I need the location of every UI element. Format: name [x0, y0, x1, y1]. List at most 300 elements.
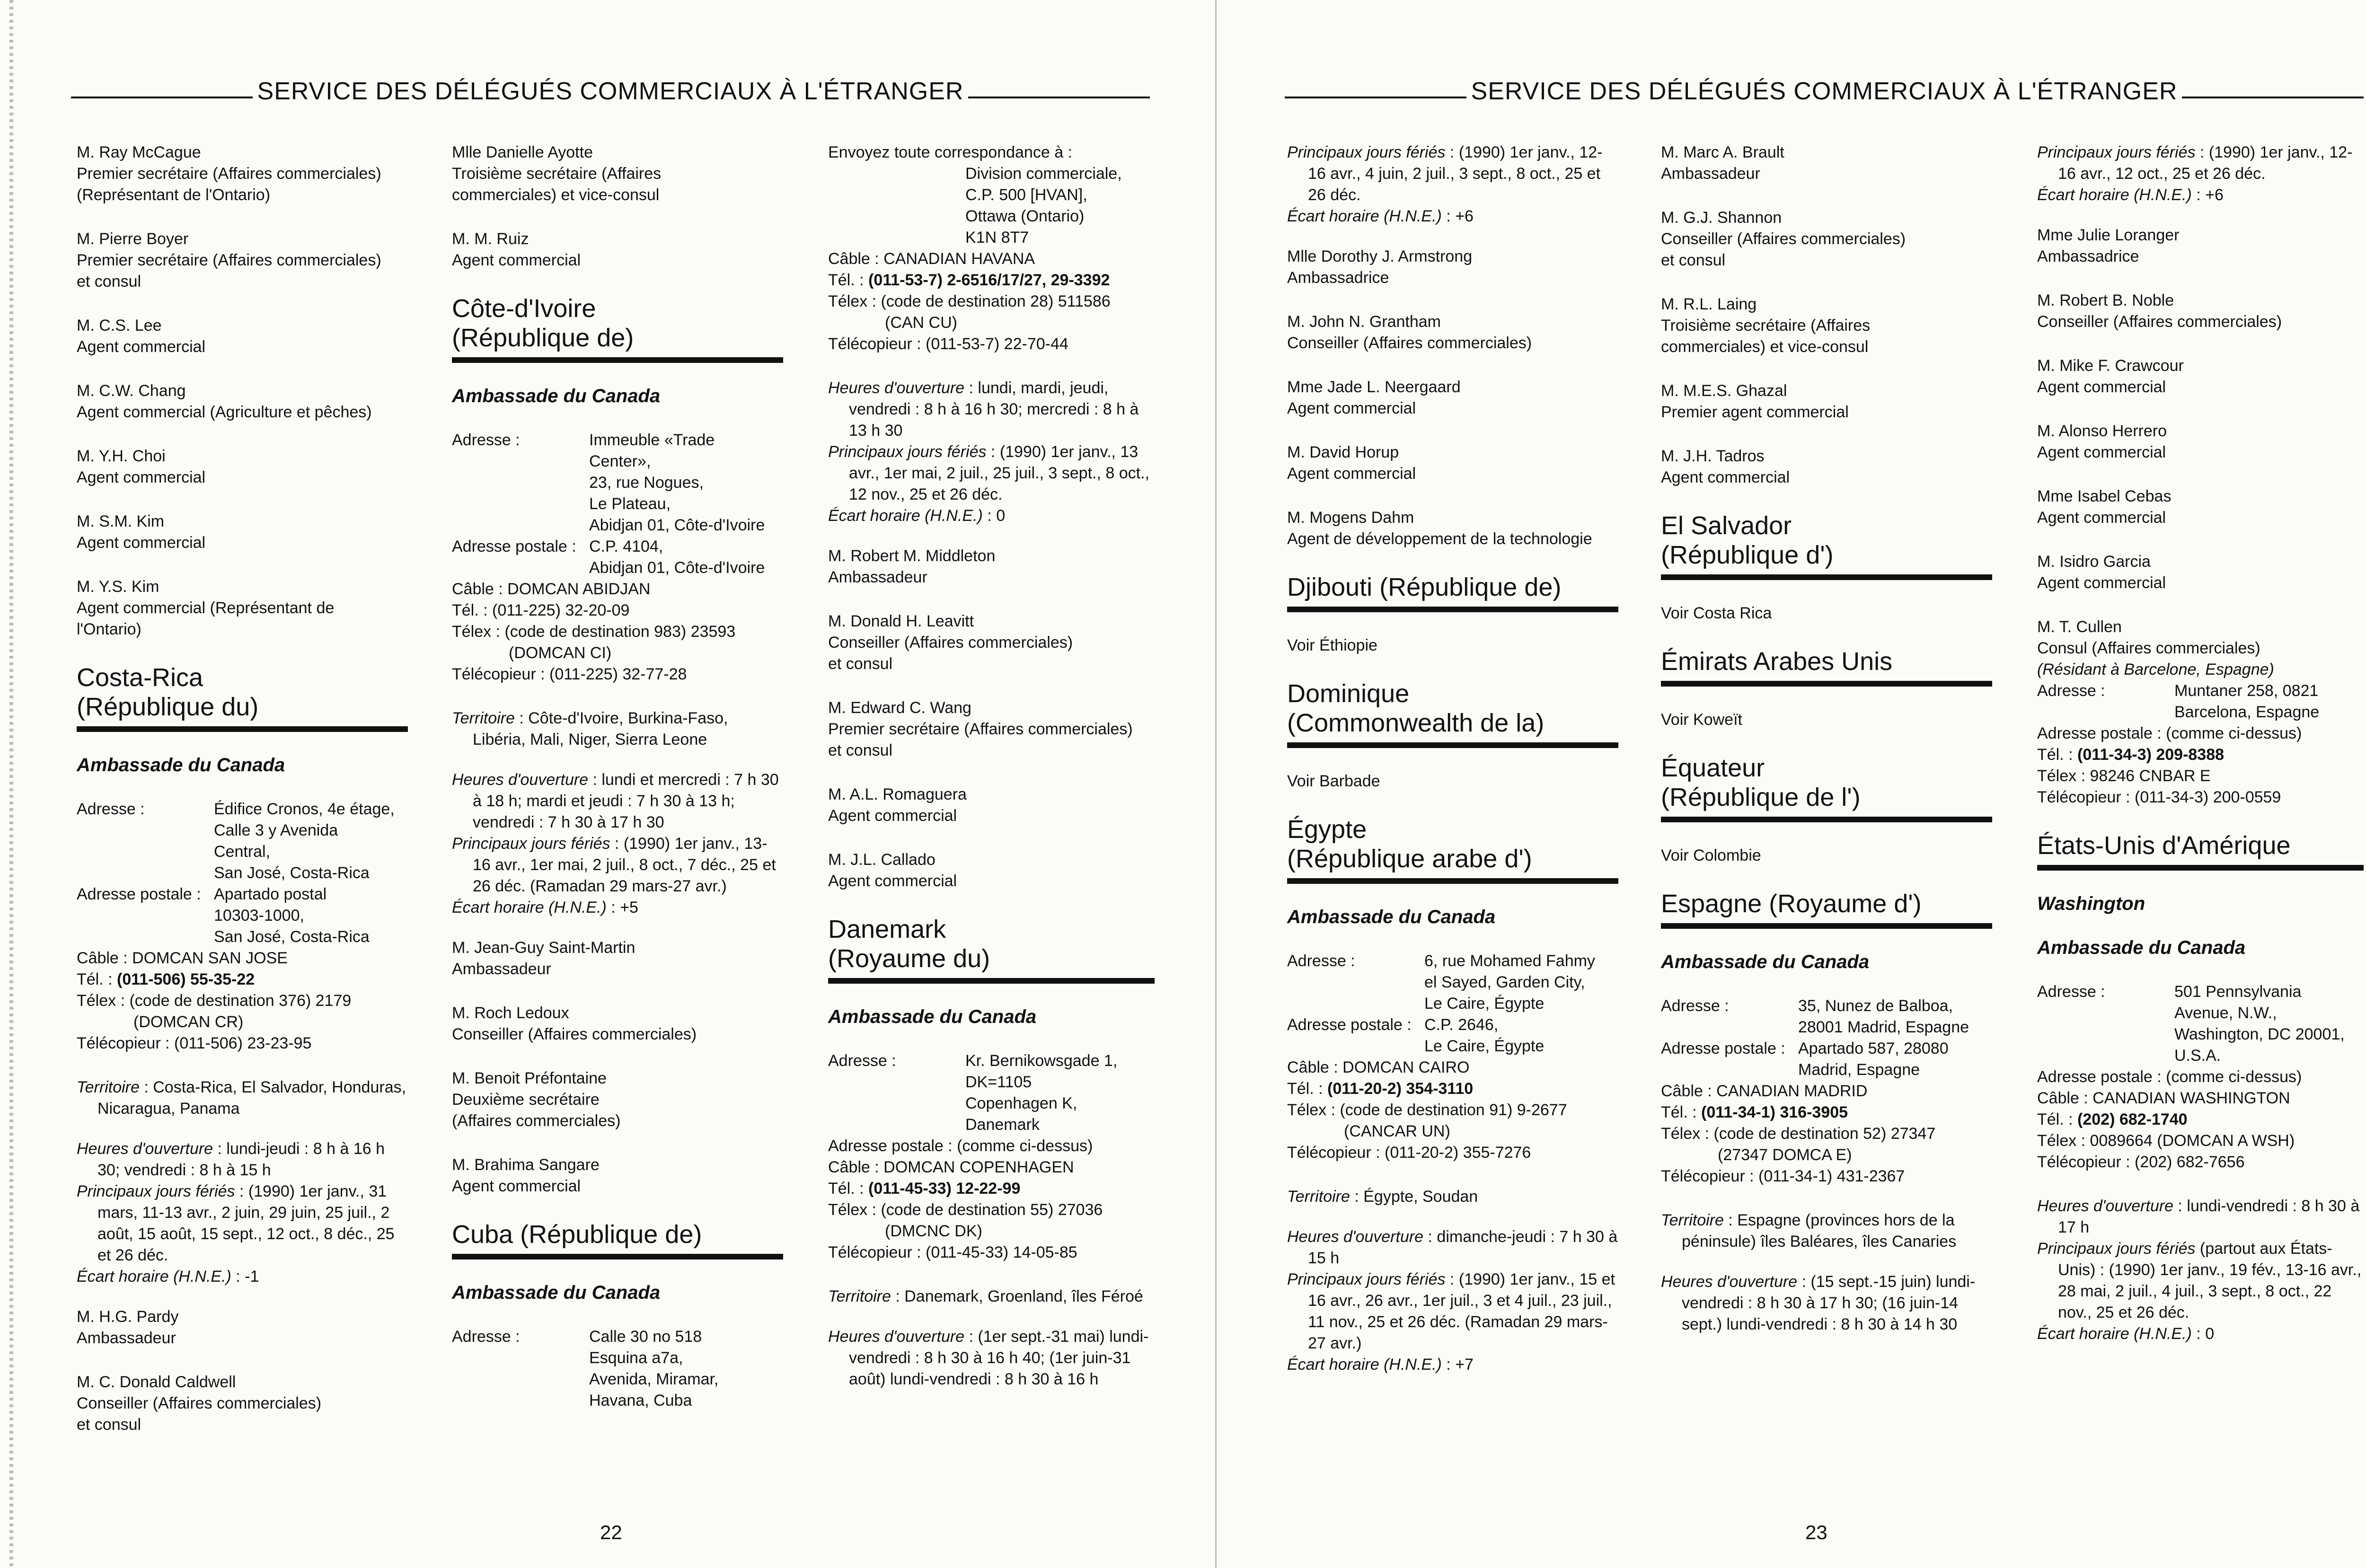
address-label: Adresse postale : — [77, 885, 201, 903]
contact-text: Télécopieur : (011-225) 32-77-28 — [452, 665, 687, 683]
entry-line: M. Ray McCague — [77, 143, 201, 161]
info-label: Territoire — [452, 709, 515, 727]
entry-line: Conseiller (Affaires commerciales) — [452, 1025, 697, 1043]
info-line — [77, 1138, 408, 1181]
info-line — [1661, 1210, 1992, 1252]
entry-line: et consul — [77, 1416, 141, 1434]
staff-entry — [77, 511, 408, 554]
info-paragraph — [1661, 1210, 1992, 1252]
staff-entry — [452, 1154, 783, 1197]
contact-text: Adresse postale : (comme ci-dessus) — [2037, 1068, 2302, 1086]
address-line: 10303-1000, — [214, 907, 304, 925]
contact-block — [452, 430, 783, 685]
contact-line — [452, 579, 783, 600]
entry-line: Agent commercial — [77, 468, 206, 486]
country-heading — [828, 915, 1155, 984]
address-line: C.P. 2646, — [1424, 1016, 1499, 1034]
address-line: Apartado 587, 28080 — [1798, 1039, 1949, 1057]
contact-text: Consul (Affaires commerciales) — [2037, 639, 2260, 657]
contact-text: Tél. : (011-225) 32-20-09 — [452, 601, 630, 619]
contact-text: (011-34-3) 209-8388 — [2077, 746, 2225, 764]
entry-line: commerciales) et vice-consul — [452, 186, 660, 204]
info-line — [2037, 142, 2364, 185]
entry-line: Ambassadeur — [452, 960, 551, 978]
staff-entry — [77, 315, 408, 358]
info-label: Principaux jours fériés — [1287, 1270, 1446, 1288]
contact-text: C.P. 500 [HVAN], — [965, 186, 1087, 204]
office-subheading: Ambassade du Canada — [2037, 937, 2246, 958]
entry-line: M. Isidro Garcia — [2037, 553, 2151, 571]
address-line: Abidjan 01, Côte-d'Ivoire — [589, 559, 765, 577]
contact-line — [1661, 1102, 1992, 1123]
contact-line — [1287, 1057, 1618, 1078]
contact-text: M. T. Cullen — [2037, 618, 2122, 636]
info-line — [2037, 1196, 2364, 1238]
country-heading — [1661, 753, 1992, 822]
entry-line: Conseiller (Affaires commerciales) — [828, 634, 1073, 652]
address-line: Immeuble «Trade — [589, 431, 715, 449]
contact-line — [1661, 1081, 1992, 1102]
country-heading-line: (République d') — [1661, 541, 1834, 569]
contact-text: Télécopieur : (011-53-7) 22-70-44 — [828, 335, 1068, 353]
entry-line: M. Mike F. Crawcour — [2037, 357, 2184, 375]
contact-text: Télécopieur : (011-506) 23-23-95 — [77, 1034, 312, 1052]
address-line: 28001 Madrid, Espagne — [1798, 1018, 1969, 1036]
contact-block — [1661, 995, 1992, 1187]
contact-text: Télex : 98246 CNBAR E — [2037, 767, 2211, 785]
info-label: Heures d'ouverture — [452, 771, 589, 789]
see-reference: Voir Costa Rica — [1661, 604, 1772, 622]
info-label: Principaux jours fériés — [77, 1182, 235, 1200]
contact-text: Câble : DOMCAN CAIRO — [1287, 1058, 1470, 1076]
info-text: : +7 — [1441, 1356, 1474, 1374]
contact-text: Télex : (code de destination 52) 27347 — [1661, 1125, 1936, 1143]
info-text: : +6 — [2191, 186, 2224, 204]
staff-entry — [77, 1306, 408, 1349]
contact-text: Câble : CANADIAN WASHINGTON — [2037, 1089, 2290, 1107]
info-paragraph — [1287, 1226, 1618, 1375]
address-row — [1287, 1014, 1618, 1057]
entry-line: Premier secrétaire (Affaires commerciales) — [77, 251, 381, 269]
see-reference: Voir Éthiopie — [1287, 636, 1377, 654]
staff-entry — [1287, 246, 1618, 289]
country-heading — [1661, 647, 1992, 687]
info-text: : (1990) 1er janv., 12-16 avr., 12 oct., 25 et 26 déc. — [2058, 143, 2353, 183]
country-heading-line: (République du) — [77, 693, 259, 721]
entry-line: Agent de développement de la technologie — [1287, 530, 1592, 548]
page-number: 22 — [600, 1521, 622, 1543]
entry-line: Mlle Dorothy J. Armstrong — [1287, 247, 1473, 265]
phone-label: Tél. : — [2037, 746, 2078, 764]
entry-line: M. Edward C. Wang — [828, 699, 971, 717]
address-label: Adresse : — [1287, 952, 1355, 970]
entry-line: Agent commercial — [828, 807, 957, 825]
entry-line: Premier secrétaire (Affaires commerciales) — [828, 720, 1133, 738]
entry-line: Conseiller (Affaires commerciales) — [1287, 334, 1532, 352]
info-label: Écart horaire (H.N.E.) — [1287, 1356, 1442, 1374]
info-label: Heures d'ouverture — [828, 379, 965, 397]
info-paragraph — [828, 378, 1155, 527]
contact-text: Adresse postale : (comme ci-dessus) — [2037, 724, 2302, 742]
address-line: Avenue, N.W., — [2174, 1004, 2277, 1022]
entry-line: Agent commercial — [2037, 574, 2166, 592]
country-heading — [452, 294, 783, 363]
info-line — [452, 708, 783, 750]
contact-line — [828, 291, 1155, 312]
address-label: Adresse : — [77, 800, 145, 818]
address-value — [1798, 995, 1992, 1038]
address-line: Copenhagen K, — [965, 1094, 1077, 1112]
country-heading — [1287, 679, 1618, 748]
info-text: : 0 — [2191, 1325, 2215, 1343]
entry-line: M. M.E.S. Ghazal — [1661, 382, 1787, 400]
entry-line: Agent commercial — [1287, 399, 1416, 417]
address-line: Édifice Cronos, 4e étage, — [214, 800, 395, 818]
contact-text: Envoyez toute correspondance à : — [828, 143, 1072, 161]
contact-line — [2037, 1152, 2364, 1173]
info-label: Écart horaire (H.N.E.) — [452, 899, 607, 916]
office-subheading: Ambassade du Canada — [77, 755, 285, 775]
info-paragraph — [1287, 142, 1618, 227]
info-text: : (1990) 1er janv., 31 mars, 11-13 avr., 2 juin, 29 juin, 25 juil., 2 août, 15 août, 15 sept., 12 oct., 8 déc., 25 et 26 déc. — [97, 1182, 395, 1264]
address-line: Washington, DC 20001, — [2174, 1025, 2345, 1043]
info-label: Heures d'ouverture — [77, 1140, 213, 1158]
entry-line: M. R.L. Laing — [1661, 295, 1757, 313]
country-heading-line: Danemark — [828, 915, 946, 943]
contact-text: (CANCAR UN) — [1344, 1122, 1450, 1140]
info-text: : (15 sept.-15 juin) lundi-vendredi : 8 h 30 à 17 h 30; (16 juin-14 sept.) lundi-vendredi : 8 h 30 à 14 h 30 — [1682, 1273, 1976, 1333]
entry-line: M. Donald H. Leavitt — [828, 612, 974, 630]
address-row — [77, 799, 408, 884]
contact-text: Télécopieur : (011-45-33) 14-05-85 — [828, 1243, 1077, 1261]
staff-entry — [1287, 311, 1618, 354]
info-line — [77, 1181, 408, 1266]
contact-line — [2037, 766, 2364, 787]
contact-text: Câble : CANADIAN HAVANA — [828, 250, 1035, 268]
entry-line: M. C.S. Lee — [77, 317, 162, 335]
see-reference: Voir Colombie — [1661, 846, 1761, 864]
phone-label: Tél. : — [1287, 1080, 1328, 1098]
entry-line: Agent commercial — [452, 1177, 581, 1195]
address-line: C.P. 4104, — [589, 537, 663, 555]
staff-entry — [452, 229, 783, 271]
entry-line: M. Y.H. Choi — [77, 447, 166, 465]
country-heading — [452, 1220, 783, 1260]
contact-text: Ottawa (Ontario) — [965, 207, 1085, 225]
contact-text: (011-506) 55-35-22 — [117, 970, 255, 988]
info-text: : (1990) 1er janv., 15 et 16 avr., 26 avr., 1er juil., 3 et 4 juil., 23 juil., 11 nov., 25 et 26 déc. (Ramadan 29 mars-27 avr.) — [1308, 1270, 1615, 1352]
contact-line — [828, 1242, 1155, 1263]
entry-line: Premier secrétaire (Affaires commerciales) — [77, 165, 381, 183]
address-label: Adresse : — [2037, 983, 2105, 1001]
entry-line: M. David Horup — [1287, 443, 1399, 461]
header-title: SERVICE DES DÉLÉGUÉS COMMERCIAUX À L'ÉTRANGER — [257, 78, 964, 105]
phone-label: Tél. : — [828, 271, 869, 289]
contact-block — [77, 799, 408, 1054]
address-row — [2037, 680, 2364, 723]
country-heading-line: Cuba (République de) — [452, 1220, 702, 1249]
country-heading-line: (République de) — [452, 324, 634, 352]
address-value — [589, 430, 783, 536]
entry-line: M. S.M. Kim — [77, 512, 165, 530]
page-number: 23 — [1805, 1521, 1827, 1543]
country-heading-line: Équateur — [1661, 754, 1765, 782]
contact-line — [452, 621, 783, 643]
contact-text: Télex : (code de destination 376) 2179 — [77, 992, 352, 1010]
address-value — [589, 536, 783, 579]
entry-line: M. Jean-Guy Saint-Martin — [452, 939, 636, 957]
info-paragraph — [828, 1286, 1155, 1307]
country-heading-line: Égypte — [1287, 815, 1367, 844]
entry-line: l'Ontario) — [77, 620, 141, 638]
info-label: Principaux jours fériés — [828, 443, 987, 461]
address-line: el Sayed, Garden City, — [1424, 973, 1585, 991]
entry-line: M. Alonso Herrero — [2037, 422, 2167, 440]
entry-line: M. Mogens Dahm — [1287, 509, 1414, 527]
contact-block — [1287, 951, 1618, 1163]
contact-line — [2037, 1109, 2364, 1130]
staff-entry — [1287, 507, 1618, 550]
address-label: Adresse postale : — [452, 537, 576, 555]
contact-line — [828, 334, 1155, 355]
info-line — [2037, 1238, 2364, 1323]
address-row — [1287, 951, 1618, 1014]
info-text: : lundi et mercredi : 7 h 30 à 18 h; mardi et jeudi : 7 h 30 à 13 h; vendredi : 7 h 30 à 17 h 30 — [473, 771, 779, 831]
address-label: Adresse : — [2037, 682, 2105, 700]
entry-line: commerciales) et vice-consul — [1661, 338, 1869, 356]
entry-line: Ambassadeur — [1661, 165, 1760, 183]
contact-text: Télex : (code de destination 28) 511586 — [828, 292, 1111, 310]
entry-line: M. J.H. Tadros — [1661, 447, 1765, 465]
info-text: : Costa-Rica, El Salvador, Honduras, Nicaragua, Panama — [97, 1078, 406, 1118]
contact-text: Câble : DOMCAN ABIDJAN — [452, 580, 651, 598]
entry-line: M. M. Ruiz — [452, 230, 529, 248]
address-line: Muntaner 258, 0821 — [2174, 682, 2319, 700]
staff-entry — [2037, 421, 2364, 463]
country-heading-line: (République de l') — [1661, 783, 1861, 811]
office-subheading: Ambassade du Canada — [452, 1282, 661, 1303]
page-right — [1285, 0, 2364, 1568]
country-heading-line: États-Unis d'Amérique — [2037, 831, 2291, 860]
page-left — [71, 0, 1150, 1568]
country-heading-line: Costa-Rica — [77, 663, 203, 692]
info-label: Écart horaire (H.N.E.) — [2037, 1325, 2192, 1343]
address-value — [965, 1050, 1155, 1136]
info-label: Heures d'ouverture — [1287, 1228, 1424, 1246]
contact-text: Télex : (code de destination 983) 23593 — [452, 623, 736, 641]
contact-line — [828, 1199, 1155, 1221]
page-edge-marks — [9, 0, 13, 1568]
staff-entry — [452, 142, 783, 206]
address-line: Havana, Cuba — [589, 1392, 692, 1409]
info-label: Écart horaire (H.N.E.) — [1287, 207, 1442, 225]
country-heading — [1287, 815, 1618, 884]
contact-text: Télex : (code de destination 55) 27036 — [828, 1201, 1103, 1219]
info-text: : +5 — [606, 899, 638, 916]
address-label: Adresse postale : — [1661, 1039, 1785, 1057]
address-row — [452, 1326, 783, 1411]
contact-line — [828, 248, 1155, 270]
entry-line: M. C. Donald Caldwell — [77, 1373, 236, 1391]
address-label: Adresse : — [1661, 997, 1729, 1015]
address-label: Adresse : — [828, 1052, 896, 1070]
contact-line — [77, 969, 408, 990]
country-heading-line: Espagne (Royaume d') — [1661, 890, 1922, 918]
contact-block — [452, 1326, 783, 1411]
address-line: Central, — [214, 843, 271, 861]
address-line: Calle 3 y Avenida — [214, 821, 338, 839]
address-line: Abidjan 01, Côte-d'Ivoire — [589, 516, 765, 534]
info-label: Principaux jours fériés — [1287, 143, 1446, 161]
info-text: : Danemark, Groenland, îles Féroé — [891, 1287, 1143, 1305]
staff-entry — [2037, 225, 2364, 267]
staff-entry — [828, 784, 1155, 827]
entry-line: et consul — [77, 273, 141, 291]
contact-line — [1287, 1121, 1618, 1142]
see-reference: Voir Barbade — [1287, 772, 1380, 790]
entry-line: Troisième secrétaire (Affaires — [452, 165, 662, 183]
info-line — [1287, 206, 1618, 227]
country-heading — [1287, 573, 1618, 612]
contact-text: Division commerciale, — [965, 165, 1122, 183]
entry-line: M. H.G. Pardy — [77, 1308, 179, 1326]
staff-entry — [452, 1003, 783, 1045]
entry-line: M. J.L. Callado — [828, 851, 936, 869]
entry-line: et consul — [828, 741, 893, 759]
contact-text: Câble : DOMCAN SAN JOSE — [77, 949, 288, 967]
info-text: : (1er sept.-31 mai) lundi-vendredi : 8 h 30 à 16 h 40; (1er juin-31 août) lundi-vendredi : 8 h 30 à 16 h — [849, 1328, 1149, 1388]
entry-line: Agent commercial (Agriculture et pêches) — [77, 403, 372, 421]
info-label: Territoire — [1661, 1211, 1724, 1229]
contact-block — [828, 142, 1155, 355]
address-line: Calle 30 no 518 — [589, 1328, 702, 1346]
entry-line: M. A.L. Romaguera — [828, 785, 967, 803]
staff-entry — [1287, 442, 1618, 484]
address-line: Kr. Bernikowsgade 1, — [965, 1052, 1118, 1070]
address-label: Adresse : — [452, 431, 520, 449]
address-line: Le Caire, Égypte — [1424, 1037, 1545, 1055]
address-row — [1661, 995, 1992, 1038]
address-line: San José, Costa-Rica — [214, 928, 370, 946]
entry-line: (Affaires commerciales) — [452, 1112, 621, 1130]
info-line — [828, 1286, 1155, 1307]
info-line — [828, 505, 1155, 527]
info-line — [2037, 185, 2364, 206]
address-line: Madrid, Espagne — [1798, 1061, 1920, 1079]
see-reference: Voir Koweït — [1661, 711, 1742, 729]
address-row — [452, 430, 783, 536]
info-line — [828, 1326, 1155, 1390]
address-row — [77, 884, 408, 948]
address-line: Barcelona, Espagne — [2174, 703, 2320, 721]
entry-line: M. Robert M. Middleton — [828, 547, 996, 565]
info-paragraph — [452, 769, 783, 918]
contact-line — [1661, 1123, 1992, 1145]
contact-line — [828, 163, 1155, 185]
phone-label: Tél. : — [77, 970, 117, 988]
info-text: : -1 — [231, 1268, 259, 1286]
info-paragraph — [828, 1326, 1155, 1390]
address-value — [214, 799, 408, 884]
staff-entry — [1661, 380, 1992, 423]
staff-entry — [77, 142, 408, 206]
info-line — [1287, 1226, 1618, 1269]
info-label: Principaux jours fériés — [2037, 143, 2196, 161]
contact-text: Télécopieur : (011-34-1) 431-2367 — [1661, 1167, 1905, 1185]
contact-text: (Résidant à Barcelone, Espagne) — [2037, 661, 2274, 678]
contact-text: Câble : DOMCAN COPENHAGEN — [828, 1158, 1074, 1176]
contact-line — [2037, 787, 2364, 808]
info-text: : dimanche-jeudi : 7 h 30 à 15 h — [1308, 1228, 1618, 1267]
info-text: : (1990) 1er janv., 12-16 avr., 4 juin, 2 juil., 3 sept., 8 oct., 25 et 26 déc. — [1308, 143, 1603, 204]
address-line: 35, Nunez de Balboa, — [1798, 997, 1953, 1015]
info-line — [1287, 1269, 1618, 1354]
contact-text: (011-20-2) 354-3110 — [1327, 1080, 1474, 1098]
staff-entry — [1661, 446, 1992, 488]
info-text: : +6 — [1441, 207, 1474, 225]
office-subheading: Washington — [2037, 893, 2145, 914]
header-title: SERVICE DES DÉLÉGUÉS COMMERCIAUX À L'ÉTRANGER — [1471, 78, 2178, 105]
info-paragraph — [2037, 142, 2364, 206]
info-line — [1287, 1354, 1618, 1375]
entry-line: Agent commercial — [2037, 378, 2166, 396]
entry-line: Agent commercial — [1287, 465, 1416, 483]
info-label: Écart horaire (H.N.E.) — [828, 507, 983, 525]
info-line — [1661, 1271, 1992, 1335]
address-label: Adresse : — [452, 1328, 520, 1346]
phone-label: Tél. : — [828, 1180, 869, 1198]
info-label: Territoire — [1287, 1188, 1350, 1206]
address-line: Avenida, Miramar, — [589, 1370, 719, 1388]
info-text: : Espagne (provinces hors de la péninsule) îles Baléares, îles Canaries — [1682, 1211, 1957, 1251]
info-text: : lundi-jeudi : 8 h à 16 h 30; vendredi : 8 h à 15 h — [97, 1140, 385, 1179]
staff-entry — [828, 546, 1155, 588]
country-heading-line: Émirats Arabes Unis — [1661, 647, 1893, 676]
address-line: 501 Pennsylvania — [2174, 983, 2302, 1001]
contact-block — [2037, 617, 2364, 808]
address-line: 23, rue Nogues, — [589, 474, 704, 492]
info-paragraph — [2037, 1196, 2364, 1345]
contact-text: (011-53-7) 2-6516/17/27, 29-3392 — [868, 271, 1110, 289]
contact-text: (DOMCAN CI) — [509, 644, 612, 662]
column-3 — [2037, 142, 2364, 1364]
info-paragraph — [1661, 1271, 1992, 1335]
contact-text: (202) 682-1740 — [2077, 1110, 2188, 1128]
staff-entry — [2037, 355, 2364, 398]
staff-entry — [2037, 290, 2364, 333]
contact-line — [828, 1157, 1155, 1178]
contact-line — [2037, 1088, 2364, 1109]
contact-line — [828, 206, 1155, 227]
info-line — [452, 897, 783, 918]
contact-line — [2037, 659, 2364, 680]
entry-line: Ambassadrice — [1287, 269, 1389, 287]
info-text: : (1990) 1er janv., 13-16 avr., 1er mai, 2 juil., 8 oct., 7 déc., 25 et 26 déc. (Ramadan 29 mars-27 avr.) — [473, 835, 776, 895]
contact-line — [1661, 1166, 1992, 1187]
contact-text: Télex : (code de destination 91) 9-2677 — [1287, 1101, 1567, 1119]
staff-entry — [1661, 207, 1992, 271]
entry-line: (Représentant de l'Ontario) — [77, 186, 271, 204]
entry-line: M. C.W. Chang — [77, 382, 186, 400]
phone-label: Tél. : — [2037, 1110, 2078, 1128]
address-line: Le Plateau, — [589, 495, 671, 513]
book-spine — [1215, 0, 1217, 1568]
entry-line: Agent commercial — [1661, 468, 1790, 486]
contact-text: (CAN CU) — [885, 314, 957, 332]
country-heading-line: Djibouti (République de) — [1287, 573, 1562, 601]
page-header — [71, 75, 1150, 108]
contact-line — [452, 643, 783, 664]
